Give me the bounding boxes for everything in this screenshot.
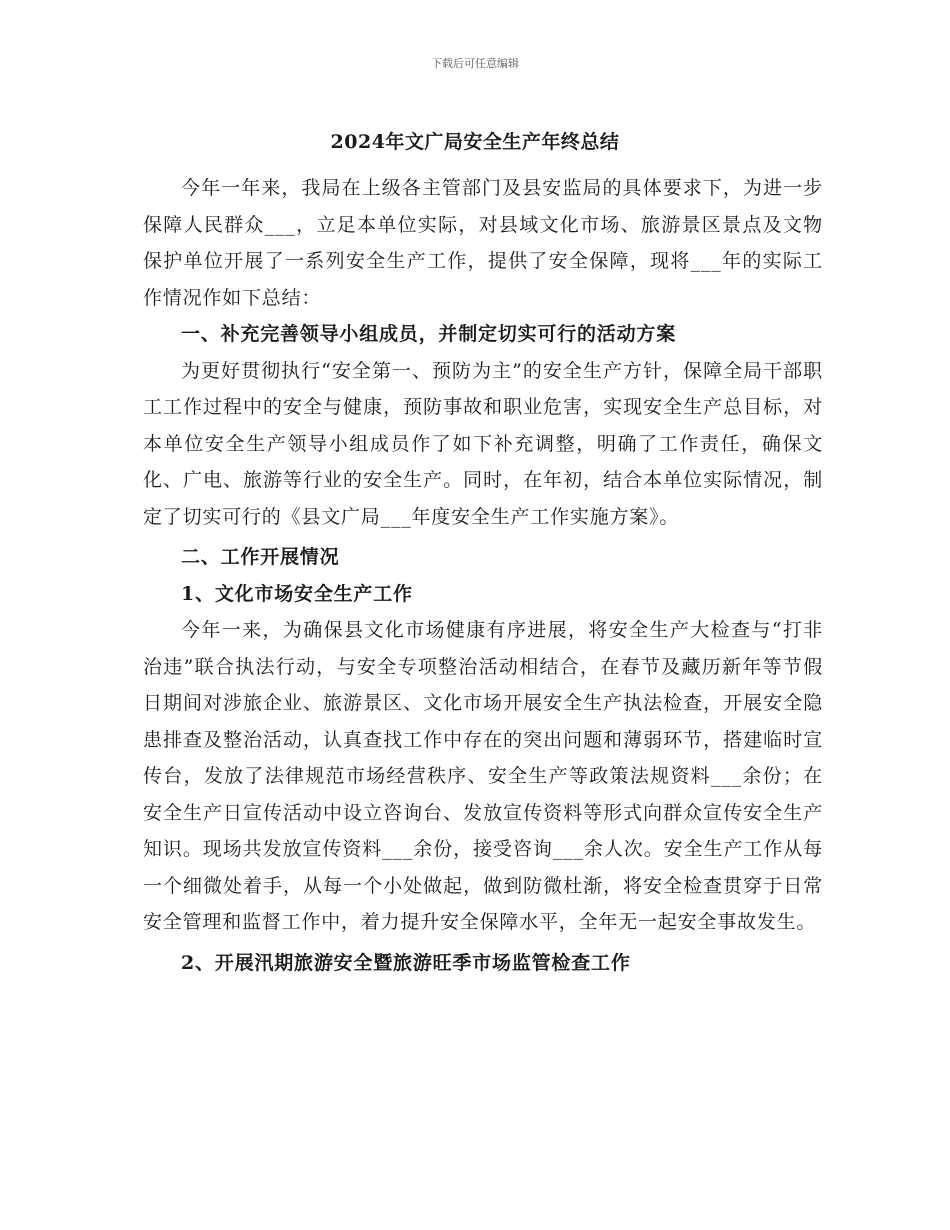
document-title: 2024年文广局安全生产年终总结 (330, 131, 620, 153)
section-heading-2: 二、工作开展情况 (181, 546, 340, 568)
subsection-heading-2-2: 2、开展汛期旅游安全暨旅游旺季市场监管检查工作 (181, 951, 631, 974)
document-body (143, 170, 823, 981)
subsection-heading-2-1: 1、文化市场安全生产工作 (181, 582, 413, 605)
intro-paragraph: 今年一年来，我局在上级各主管部门及县安监局的具体要求下，为进一步保障人民群众___，立足本单位实际，对县域文化市场、旅游景区景点及文物保护单位开展了一系列安全生产工作，提供了安全保障，现将___年的实际工作情况作如下总结： (143, 177, 823, 309)
section-heading-1: 一、补充完善领导小组成员，并制定切实可行的活动方案 (181, 323, 677, 345)
section-1-paragraph: 为更好贯彻执行“安全第一、预防为主”的安全生产方针，保障全局干部职工工作过程中的安全与健康，预防事故和职业危害，实现安全生产总目标，对本单位安全生产领导小组成员作了如下补充调整，明确了工作责任，确保文化、广电、旅游等行业的安全生产。同时，在年初，结合本单位实际情况，制定了切实可行的《县文广局___年度安全生产工作实施方案》。 (143, 359, 823, 528)
download-note: 下载后可任意编辑 (431, 57, 519, 70)
subsection-2-1-paragraph: 今年一来，为确保县文化市场健康有序进展，将安全生产大检查与“打非治违”联合执法行动，与安全专项整治活动相结合，在春节及藏历新年等节假日期间对涉旅企业、旅游景区、文化市场开展安全生产执法检查，开展安全隐患排查及整治活动，认真查找工作中存在的突出问题和薄弱环节，搭建临时宣传台，发放了法律规范市场经营秩序、安全生产等政策法规资料___余份；在安全生产日宣传活动中设立咨询台、发放宣传资料等形式向群众宣传安全生产知识。现场共发放宣传资料___余份，接受咨询___余人次。安全生产工作从每一个细微处着手，从每一个小处做起，做到防微杜渐，将安全检查贯穿于日常安全管理和监督工作中，着力提升安全保障水平，全年无一起安全事故发生。 (143, 619, 823, 933)
